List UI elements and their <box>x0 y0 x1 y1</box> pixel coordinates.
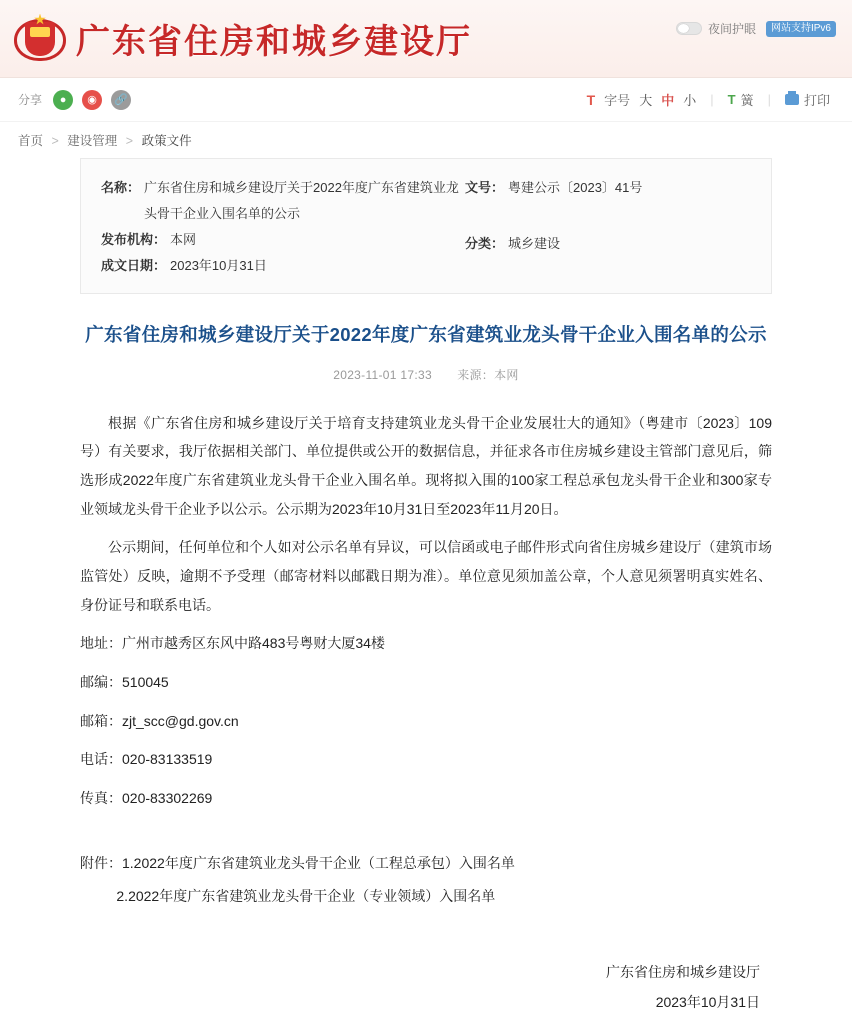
meta-row-category <box>465 231 751 257</box>
meta-value-date: 2023年10月31日 <box>170 258 267 273</box>
meta-key-docnumber: 文号： <box>465 180 505 195</box>
meta-row-docnumber <box>465 175 751 201</box>
contact-fax-value: 020-83302269 <box>122 790 213 807</box>
meta-key-publisher: 发布机构： <box>101 232 167 247</box>
meta-row-publisher <box>101 227 465 253</box>
font-size-icon: T <box>586 91 596 108</box>
font-size-medium[interactable]: 中 <box>661 93 675 108</box>
breadcrumb-item-policy[interactable]: 政策文件 <box>141 134 192 148</box>
article-paragraph-2: 公示期间，任何单位和个人如对公示名单有异议，可以信函或电子邮件形式向省住房城乡建设厅（建筑市场监管处）反映，逾期不予受理（邮寄材料以邮戳日期为准）。单位意见须加盖公章，个人意见须署明真实姓名、身份证号和联系电话。 <box>80 539 772 613</box>
contact-fax <box>80 784 772 813</box>
print-label: 打印 <box>803 93 830 108</box>
attachment-item-2[interactable]: 2.2022年度广东省建筑业龙头骨干企业（专业领域）入围名单 <box>116 887 496 904</box>
meta-value-docnumber: 粤建公示〔2023〕41号 <box>508 180 643 195</box>
ipv6-badge: 网站支持IPv6 <box>766 21 836 37</box>
toolbar-divider: | <box>710 92 714 107</box>
national-emblem-icon <box>14 13 66 65</box>
attachment-list <box>80 849 772 910</box>
contact-postcode <box>80 668 772 697</box>
meta-column-left <box>101 175 465 279</box>
font-size-label: 字号 <box>604 93 631 108</box>
collect-button[interactable] <box>728 90 754 109</box>
wechat-icon[interactable]: ● <box>53 90 73 110</box>
collect-icon: T <box>727 92 736 107</box>
meta-value-category: 城乡建设 <box>508 236 561 251</box>
contact-email <box>80 707 772 736</box>
page-toolbar <box>0 78 852 122</box>
link-icon[interactable]: 🔗 <box>111 90 131 110</box>
breadcrumb-separator-2: > <box>125 134 134 148</box>
contact-email-value[interactable]: zjt_scc@gd.gov.cn <box>122 712 239 729</box>
contact-address-key: 地址： <box>80 635 122 652</box>
signature-date: 2023年10月31日 <box>655 993 760 1010</box>
print-button[interactable] <box>785 90 830 109</box>
toolbar-right <box>587 90 830 109</box>
toolbar-divider-2: | <box>767 92 771 107</box>
meta-column-right <box>465 175 751 279</box>
breadcrumb <box>0 122 852 158</box>
meta-row-name <box>101 175 465 227</box>
header-utilities <box>676 20 836 37</box>
publish-date: 2023-11-01 17:33 <box>333 367 432 382</box>
share-label: 分享 <box>18 93 43 107</box>
document-meta-box <box>80 158 772 294</box>
font-size-group <box>587 90 697 109</box>
contact-address-value: 广州市越秀区东风中路483号粤财大厦34楼 <box>122 635 385 652</box>
contact-block <box>80 629 772 812</box>
article-body <box>80 409 772 1017</box>
article-paragraph-1: 根据《广东省住房和城乡建设厅关于培育支持建筑业龙头骨干企业发展壮大的通知》（粤建市〔2023〕109号）有关要求，我厅依据相关部门、单位提供或公开的数据信息，并征求各市住房城乡建设主管部门意见后，筛选形成2022年度广东省建筑业龙头骨干企业入围名单。现将拟入围的100家工程总承包龙头骨干企业和300家专业领域龙头骨干企业予以公示。公示期为2023年10月31日至2023年11月20日。 <box>80 414 772 517</box>
contact-address <box>80 629 772 658</box>
breadcrumb-item-construction[interactable]: 建设管理 <box>67 134 118 148</box>
meta-key-name: 名称： <box>101 180 141 195</box>
page-title: 广东省住房和城乡建设厅关于2022年度广东省建筑业龙头骨干企业入围名单的公示 <box>85 324 767 345</box>
weibo-icon[interactable]: ◉ <box>82 90 102 110</box>
font-size-large[interactable]: 大 <box>639 93 653 108</box>
meta-value-publisher: 本网 <box>170 232 197 247</box>
contact-phone-value: 020-83133519 <box>122 751 213 768</box>
contact-phone-key: 电话： <box>80 751 122 768</box>
meta-value-name: 广东省住房和城乡建设厅关于2022年度广东省建筑业龙头骨干企业入围名单的公示 <box>144 180 459 221</box>
meta-key-date: 成文日期： <box>101 258 167 273</box>
contact-postcode-value: 510045 <box>122 674 169 691</box>
site-header <box>0 0 852 78</box>
night-mode-toggle[interactable] <box>676 20 756 37</box>
article-subline <box>80 366 772 383</box>
night-mode-label: 夜间护眼 <box>707 22 756 36</box>
contact-phone <box>80 745 772 774</box>
breadcrumb-separator: > <box>51 134 59 148</box>
meta-key-category: 分类： <box>465 236 505 251</box>
page-body <box>0 158 852 1017</box>
contact-postcode-key: 邮编： <box>80 674 122 691</box>
contact-email-key: 邮箱： <box>80 712 122 729</box>
printer-icon <box>785 94 799 105</box>
meta-row-date <box>101 253 465 279</box>
signature-org: 广东省住房和城乡建设厅 <box>606 964 760 981</box>
font-size-small[interactable]: 小 <box>683 93 697 108</box>
contact-fax-key: 传真： <box>80 790 122 807</box>
signature-block <box>80 958 772 1017</box>
site-title: 广东省住房和城乡建设厅 <box>76 22 472 62</box>
toggle-switch-icon[interactable] <box>676 22 702 35</box>
breadcrumb-item-home[interactable]: 首页 <box>18 134 44 148</box>
source-label: 来源： <box>457 367 495 382</box>
attachment-item-1[interactable]: 附件：1.2022年度广东省建筑业龙头骨干企业（工程总承包）入围名单 <box>80 854 515 871</box>
source-value: 本网 <box>494 367 519 382</box>
collect-label: 簧 <box>740 93 754 108</box>
share-group <box>18 90 131 110</box>
